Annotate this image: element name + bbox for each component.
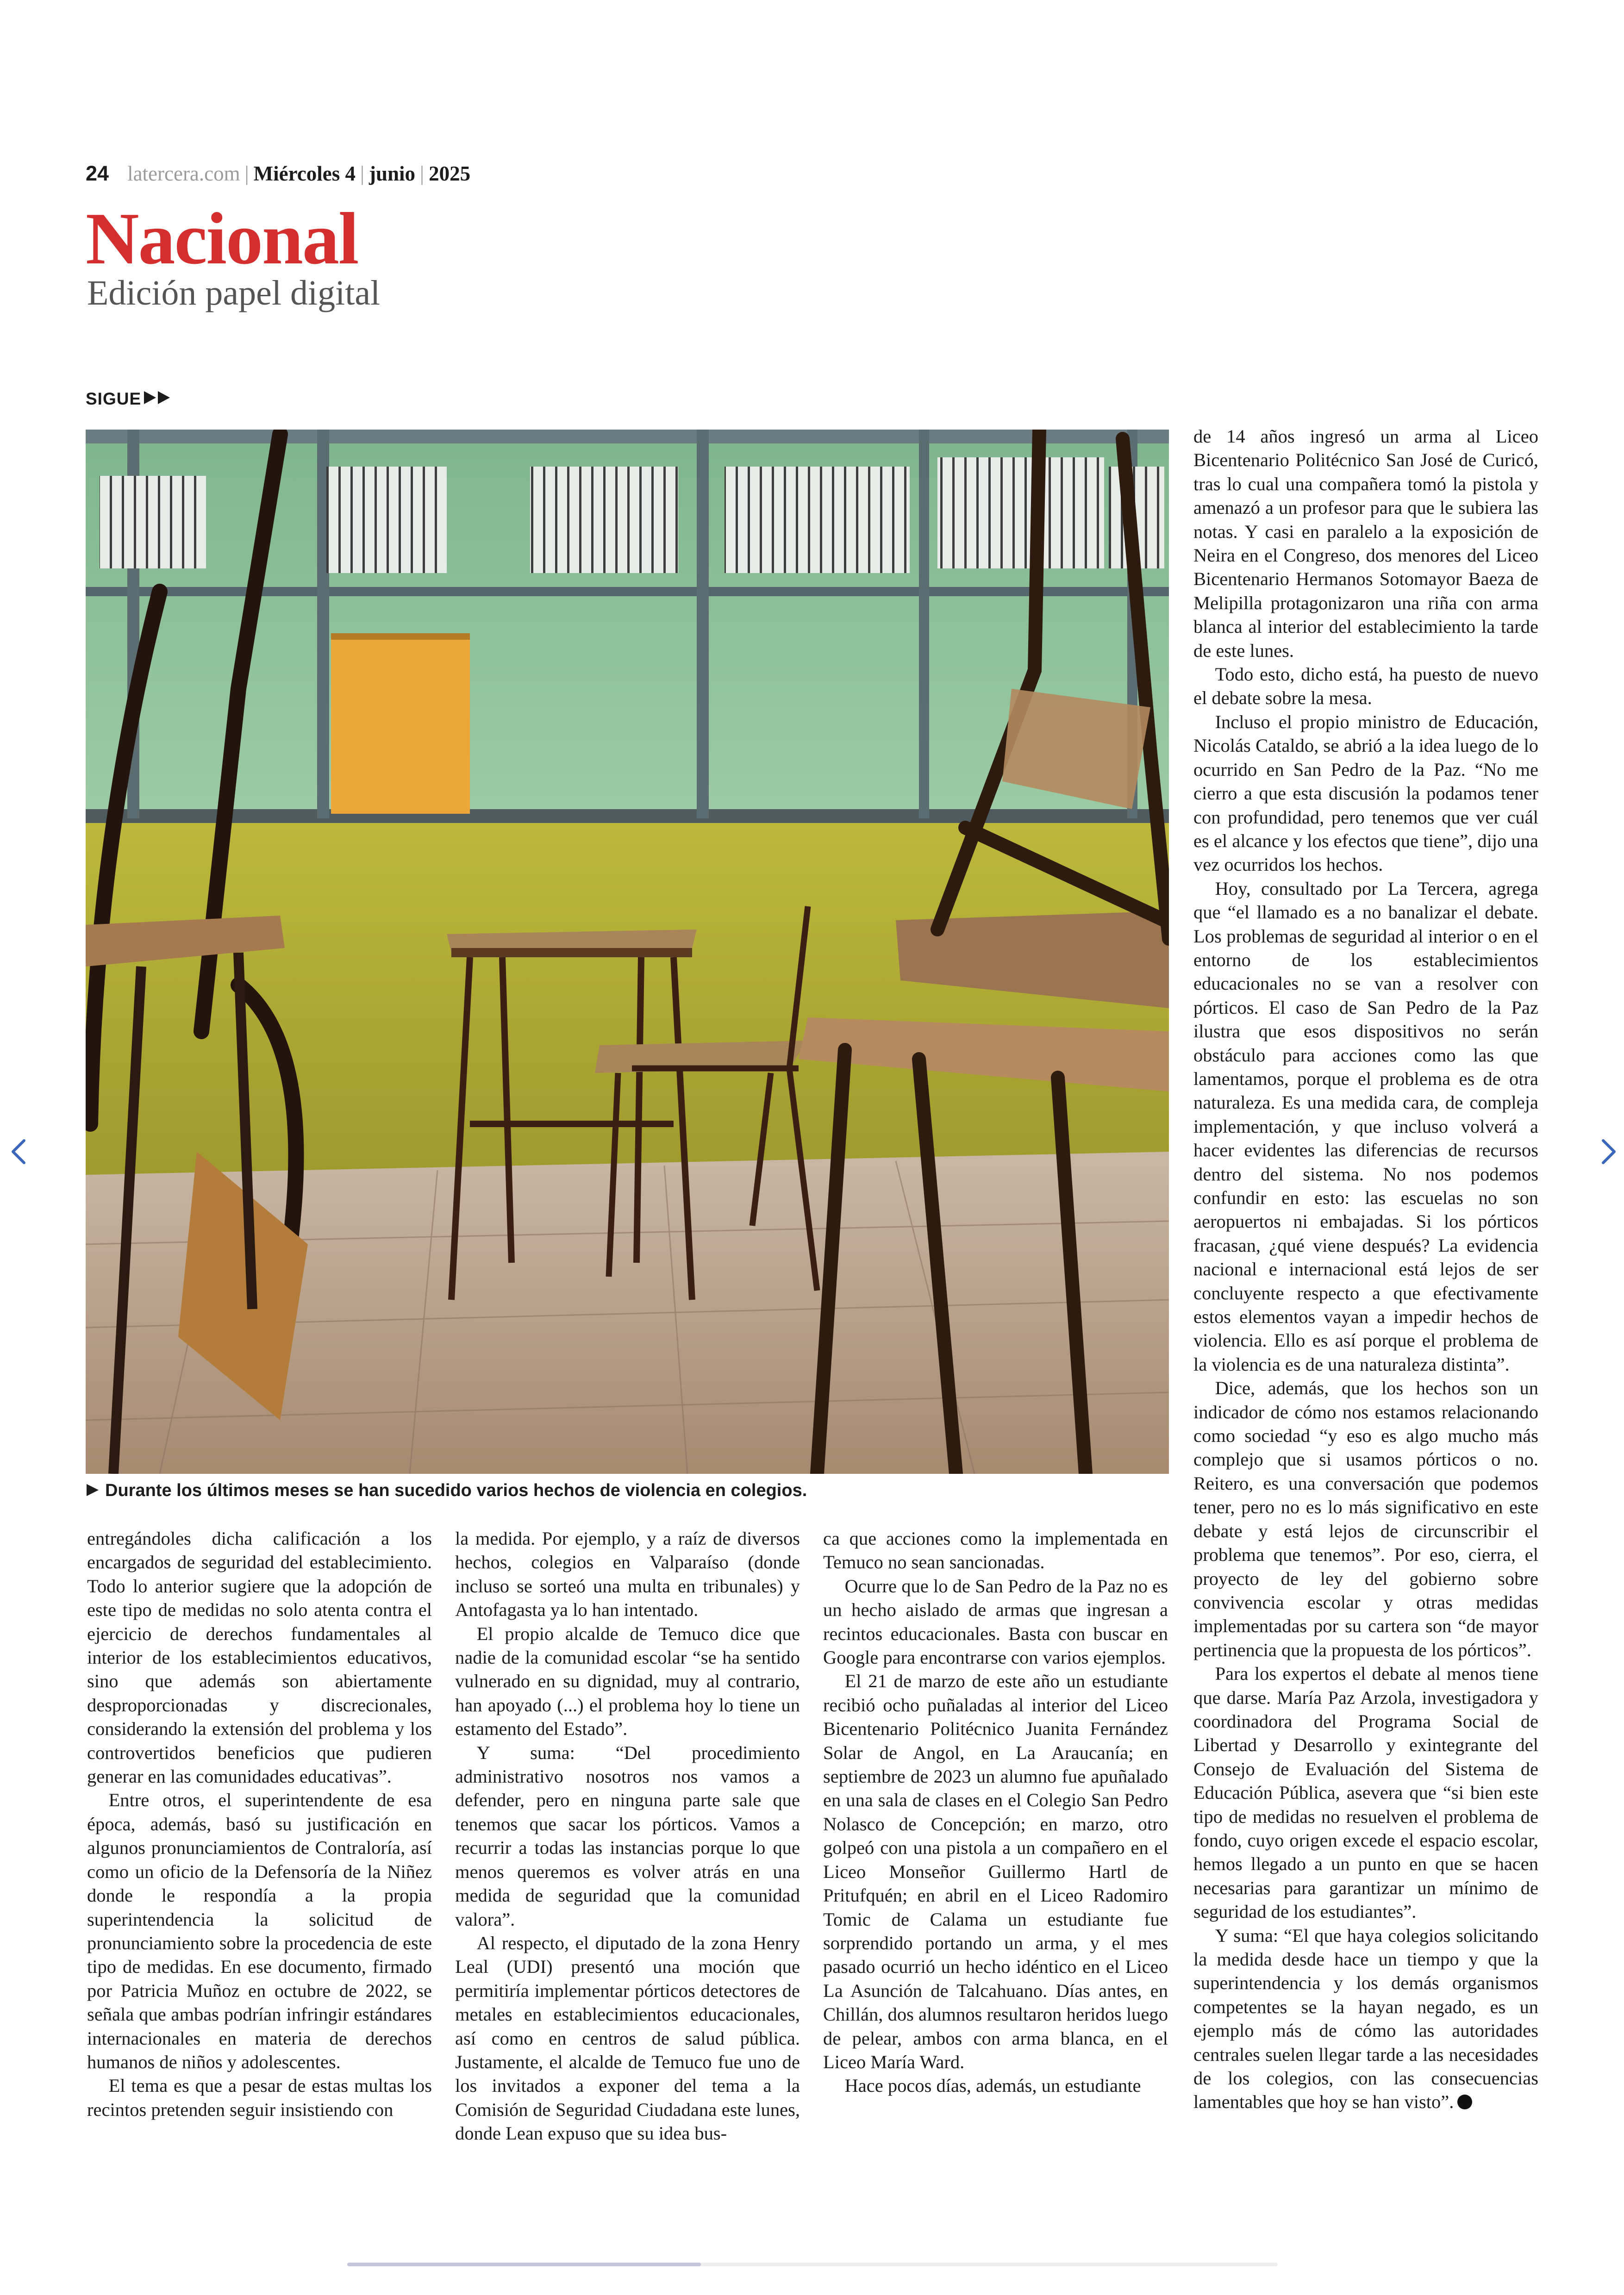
article-column-1 <box>87 1527 432 2121</box>
previous-page-button[interactable] <box>2 1136 35 1169</box>
paragraph: Ocurre que lo de San Pedro de la Paz no es un hecho aislado de armas que ingresan a recintos educacionales. Basta con buscar en Google para encontrarse con varios ejemplos. <box>823 1575 1168 1668</box>
paragraph: El tema es que a pesar de estas multas los recintos pretenden seguir insistiendo con <box>87 2075 432 2120</box>
double-play-arrow-icon <box>141 389 172 408</box>
end-of-article-bullet-icon <box>1457 2095 1472 2109</box>
paragraph: entregándoles dicha calificación a los encargados de seguridad del establecimiento. Todo lo anterior sugiere que la adopción de este tipo de medidas no solo atenta contra el ejercicio de derechos fundamentales al interior de los establecimientos educativos, sino que además son abiertamente desproporcionadas y discrecionales, considerando la extensión del problema y los controvertidos beneficios que pudieren generar en las comunidades educativas”. <box>87 1528 432 1787</box>
chevron-right-icon <box>1599 1138 1618 1168</box>
paragraph: Entre otros, el superintendente de esa época, además, basó su justificación en algunos pronunciamientos de Contraloría, así como un oficio de la Defensoría de la Niñez donde le respondía a la propia superintendencia la solicitud de pronunciamiento sobre la procedencia de este tipo de medidas. En ese documento, firmado por Patricia Muñoz en octubre de 2022, se señala que ambas podrían infringir estándares internacionales en materia de derechos humanos de niños y adolescentes. <box>87 1790 432 2072</box>
paragraph: Hoy, consultado por La Tercera, agrega que “el llamado es a no banalizar el debate. Los problemas de seguridad al interior o en el entorno de los establecimientos educacionales no se van a resolver con pórticos. El caso de San Pedro de la Paz ilustra que esos dispositivos no serán obstáculo para acciones como las que lamentamos, porque el problema es de otra naturaleza. Es una medida cara, de compleja implementación, y que incluso volverá a hacer evidentes las diferencias de recursos dentro del sistema. No nos podemos confundir en esto: las escuelas no son aeropuertos ni embajadas. Si los pórticos fracasan, ¿qué viene después? La evidencia nacional e internacional está lejos de ser concluyente respecto a que efectivamente estos elementos vayan a impedir hechos de violencia. Ello es así porque el problema de la violencia es de una naturaleza distinta”. <box>1193 878 1538 1375</box>
paragraph: Dice, además, que los hechos son un indicador de cómo nos estamos relacionando como sociedad “y eso es algo mucho más complejo que si usamos pórticos o no. Reitero, es una conversación que podemos tener, pero no es lo más significativo en este debate y está lejos de circunscribir el problema que tenemos”. Por eso, cierra, el proyecto de ley del gobierno sobre convivencia escolar y otras medidas implementadas por su cartera son “de mayor pertinencia que la propuesta de los pórticos”. <box>1193 1378 1538 1660</box>
photo-caption-text: Durante los últimos meses se han sucedido varios hechos de violencia en colegios. <box>105 1481 807 1500</box>
paragraph-final: Y suma: “El que haya colegios solicitando la medida desde hace un tiempo y que la superintendencia y los demás organismos competentes se la hayan negado, es un ejemplo más de cómo las autoridades centrales suelen llegar tarde a las necesidades de los colegios, con las consecuencias lamentables que hoy se han visto”. <box>1193 1925 1538 2113</box>
article-column-2 <box>455 1527 800 2145</box>
article-column-3 <box>823 1527 1168 2098</box>
paragraph: Y suma: “Del procedimiento administrativo nosotros nos vamos a defender, pero en ninguna parte sale que tenemos que sacar los pórticos. Vamos a recurrir a todas las instancias porque lo que menos queremos es volver atrás en una medida de seguridad que la comunidad valora”. <box>455 1742 800 1930</box>
section-title: Nacional <box>86 197 358 280</box>
paragraph: Para los expertos el debate al menos tiene que darse. María Paz Arzola, investigadora y coordinadora del Programa Social de Libertad y Desarrollo y exintegrante del Consejo de Evaluación del Sistema de Educación Pública, asevera que “si bien este tipo de medidas no resuelven el problema de fondo, cuyo origen excede el espacio escolar, hemos llegado a un punto en que se hacen necesarias para garantizar un mínimo de seguridad de los estudiantes”. <box>1193 1663 1538 1922</box>
paragraph: El 21 de marzo de este año un estudiante recibió ocho puñaladas al interior del Liceo Bicentenario Politécnico Juanita Fernández Solar de Angol, en La Araucanía; en septiembre de 2023 un alumno fue apuñalado en una sala de clases en el Colegio San Pedro Nolasco de Concepción; en marzo, otro golpeó con una pistola a un compañero en el Liceo Monseñor Guillermo Hartl de Pritufquén; en abril en el Liceo Radomiro Tomic de Calama un estudiante fue sorprendido portando un arma, y el mes pasado ocurrió un hecho idéntico en el Liceo La Asunción de Talcahuano. Días antes, en Chillán, dos alumnos resultaron heridos luego de pelear, ambos con arma blanca, en el Liceo María Ward. <box>823 1671 1168 2072</box>
issue-date-day: Miércoles 4 <box>253 162 356 185</box>
paragraph: de 14 años ingresó un arma al Liceo Bicentenario Politécnico San José de Curicó, tras lo cual una compañera tomó la pistola y amenazó a un profesor para que le subiera las notas. Y casi en paralelo a la exposición de Neira en el Congreso, dos menores del Liceo Bicentenario Hermanos Sotomayor Baeza de Melipilla protagonizaron una riña con arma blanca al interior del establecimiento la tarde de este lunes. <box>1193 426 1538 661</box>
continues-label <box>86 388 172 410</box>
paragraph: Al respecto, el diputado de la zona Henry Leal (UDI) presentó una moción que permitiría implementar pórticos detectores de metales en establecimientos educacionales, así como en centros de salud pública. Justamente, el alcalde de Temuco fue uno de los invitados a exponer del tema a la Comisión de Seguridad Ciudadana este lunes, donde Lean expuso que su idea bus- <box>455 1932 800 2144</box>
article-column-4 <box>1193 424 1538 2114</box>
edition-subtitle: Edición papel digital <box>87 274 381 312</box>
chevron-left-icon <box>9 1138 28 1168</box>
paragraph: la medida. Por ejemplo, y a raíz de diversos hechos, colegios en Valparaíso (donde incluso se sorteó una multa en tribunales) y Antofagasta ya lo han intentado. <box>455 1528 800 1621</box>
site-name: latercera.com <box>127 162 240 185</box>
play-triangle-icon <box>86 1481 105 1500</box>
continues-text: SIGUE <box>86 389 142 408</box>
paragraph: Todo esto, dicho está, ha puesto de nuevo el debate sobre la mesa. <box>1193 664 1538 709</box>
classroom-illustration <box>86 430 1169 1474</box>
paragraph: Hace pocos días, además, un estudiante <box>844 2075 1141 2096</box>
photo-caption <box>86 1478 1169 1503</box>
paragraph: El propio alcalde de Temuco dice que nadie de la comunidad escolar “se ha sentido vulnerado en su dignidad, muy al contrario, han apoyado (...) el problema hoy lo tiene un estamento del Estado”. <box>455 1623 800 1740</box>
page-progress-fill <box>347 2263 701 2266</box>
page-number: 24 <box>86 162 109 185</box>
paragraph: ca que acciones como la implementada en Temuco no sean sancionadas. <box>823 1528 1168 1573</box>
issue-date-year: 2025 <box>429 162 471 185</box>
article-photo-classroom <box>86 430 1169 1474</box>
page-folio: 24 latercera.com | Miércoles 4 | junio | 2025 <box>86 162 471 185</box>
paragraph: Incluso el propio ministro de Educación, Nicolás Cataldo, se abrió a la idea luego de lo ocurrido en San Pedro de la Paz. “No me cierro a que esta discusión la podamos tener con profundidad, pero tenemos que ver cuál es el alcance y los efectos que tiene”, dijo una vez ocurridos los hechos. <box>1193 711 1538 875</box>
issue-date-month: junio <box>369 162 416 185</box>
next-page-button[interactable] <box>1593 1136 1624 1169</box>
